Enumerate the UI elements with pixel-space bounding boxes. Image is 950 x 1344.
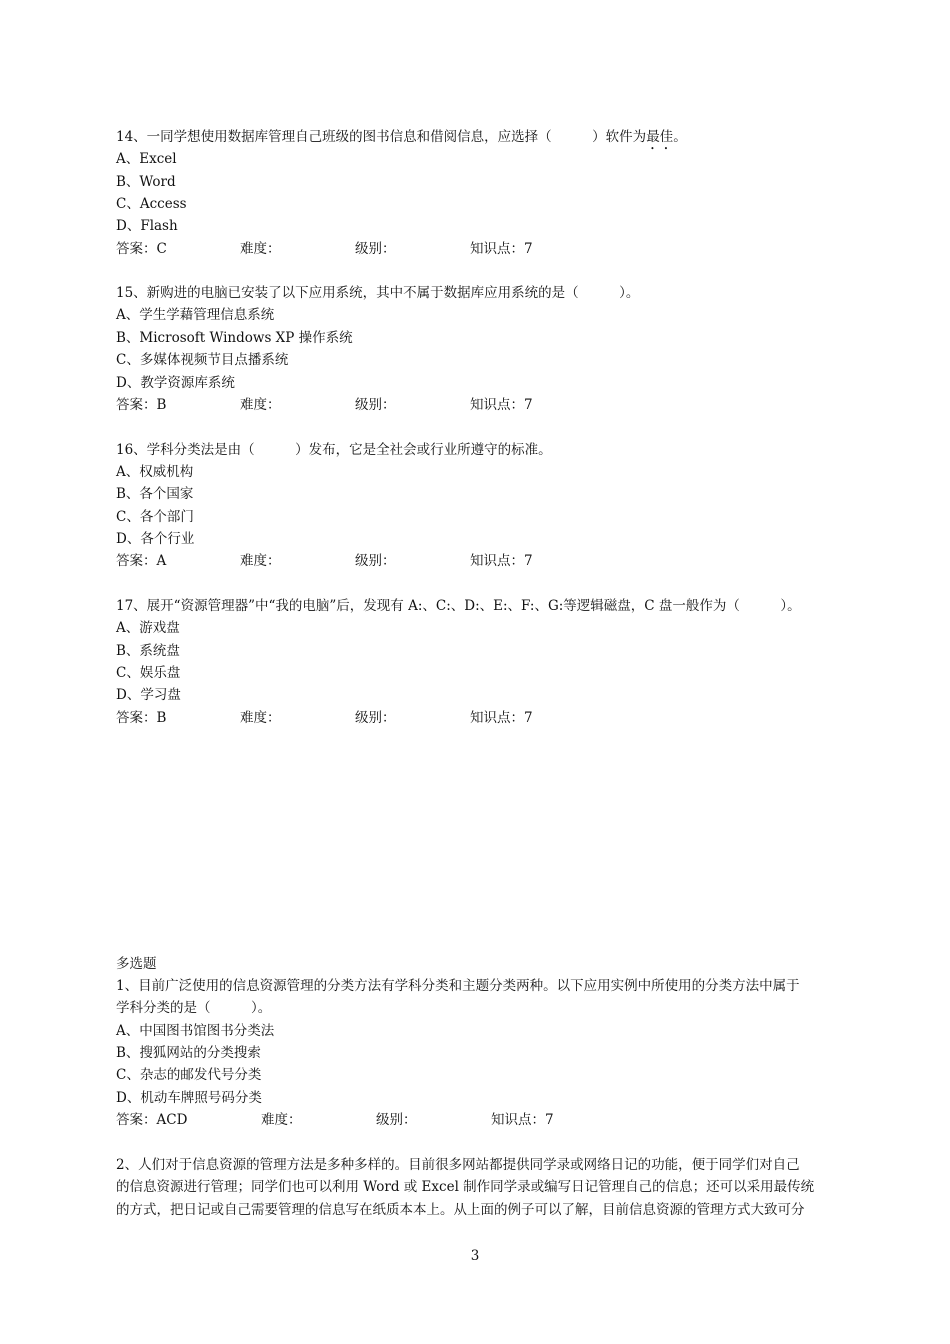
multi-question-1-option-c: C、杂志的邮发代号分类	[116, 1067, 262, 1083]
question-17-option-b: B、系统盘	[116, 643, 180, 659]
question-16-option-a: A、权威机构	[116, 464, 194, 480]
question-14-stem-emphasis: 最佳	[646, 129, 674, 145]
knowledge-point: 知识点：7	[470, 553, 533, 569]
answer: 答案：B	[116, 710, 167, 726]
level: 级别：	[355, 710, 396, 726]
answer: 答案：C	[116, 241, 167, 257]
question-15-stem: 15、新购进的电脑已安装了以下应用系统，其中不属于数据库应用系统的是（ ）。	[116, 285, 640, 301]
difficulty: 难度：	[240, 553, 281, 569]
question-14-option-b: B、Word	[116, 174, 176, 190]
multi-question-1-stem-line-1: 1、目前广泛使用的信息资源管理的分类方法有学科分类和主题分类两种。以下应用实例中所使用的分类方法中属于	[116, 978, 800, 994]
answer: 答案：B	[116, 397, 167, 413]
question-17-option-d: D、学习盘	[116, 687, 181, 703]
page-number: 3	[470, 1248, 480, 1264]
difficulty: 难度：	[240, 710, 281, 726]
multi-question-1-stem-line-2: 学科分类的是（ ）。	[116, 1000, 272, 1016]
knowledge-point: 知识点：7	[470, 397, 533, 413]
question-15-option-a: A、学生学藉管理信息系统	[116, 307, 275, 323]
question-15-option-b: B、Microsoft Windows XP 操作系统	[116, 330, 353, 346]
question-14-option-c: C、Access	[116, 196, 187, 212]
question-14-stem-text: 14、一同学想使用数据库管理自己班级的图书信息和借阅信息，应选择（ ）软件为	[116, 129, 647, 145]
question-15-option-c: C、多媒体视频节目点播系统	[116, 352, 289, 368]
knowledge-point: 知识点：7	[470, 710, 533, 726]
question-14-option-d: D、Flash	[116, 218, 178, 234]
question-17-option-a: A、游戏盘	[116, 620, 180, 636]
question-16-option-d: D、各个行业	[116, 531, 195, 547]
multi-question-1-option-b: B、搜狐网站的分类搜索	[116, 1045, 261, 1061]
difficulty: 难度：	[261, 1112, 302, 1128]
section-heading: 多选题	[116, 956, 157, 972]
multi-question-2-line-3: 的方式，把日记或自己需要管理的信息写在纸质本本上。从上面的例子可以了解，目前信息资源的管理方式大致可分	[116, 1202, 805, 1218]
question-16-option-c: C、各个部门	[116, 509, 194, 525]
difficulty: 难度：	[240, 397, 281, 413]
answer: 答案：ACD	[116, 1112, 188, 1128]
difficulty: 难度：	[240, 241, 281, 257]
question-16-option-b: B、各个国家	[116, 486, 194, 502]
level: 级别：	[355, 397, 396, 413]
question-16-stem: 16、学科分类法是由（ ）发布，它是全社会或行业所遵守的标准。	[116, 442, 552, 458]
question-15-option-d: D、教学资源库系统	[116, 375, 235, 391]
question-14-stem-end: 。	[673, 129, 687, 145]
level: 级别：	[355, 241, 396, 257]
multi-question-2-line-2: 的信息资源进行管理；同学们也可以利用 Word 或 Excel 制作同学录或编写日记管理自己的信息；还可以采用最传统	[116, 1179, 815, 1195]
knowledge-point: 知识点：7	[470, 241, 533, 257]
knowledge-point: 知识点：7	[491, 1112, 554, 1128]
question-14-stem	[116, 126, 687, 153]
multi-question-1-option-a: A、中国图书馆图书分类法	[116, 1023, 275, 1039]
multi-question-1-option-d: D、机动车牌照号码分类	[116, 1090, 262, 1106]
level: 级别：	[376, 1112, 417, 1128]
multi-question-2-line-1: 2、人们对于信息资源的管理方法是多种多样的。目前很多网站都提供同学录或网络日记的功能，便于同学们对自己	[116, 1157, 800, 1173]
question-17-option-c: C、娱乐盘	[116, 665, 181, 681]
answer: 答案：A	[116, 553, 167, 569]
question-17-stem: 17、展开“资源管理器”中“我的电脑”后，发现有 A:、C:、D:、E:、F:、G:等逻辑磁盘，C 盘一般作为（ ）。	[116, 598, 801, 614]
question-14-option-a: A、Excel	[116, 151, 177, 167]
level: 级别：	[355, 553, 396, 569]
